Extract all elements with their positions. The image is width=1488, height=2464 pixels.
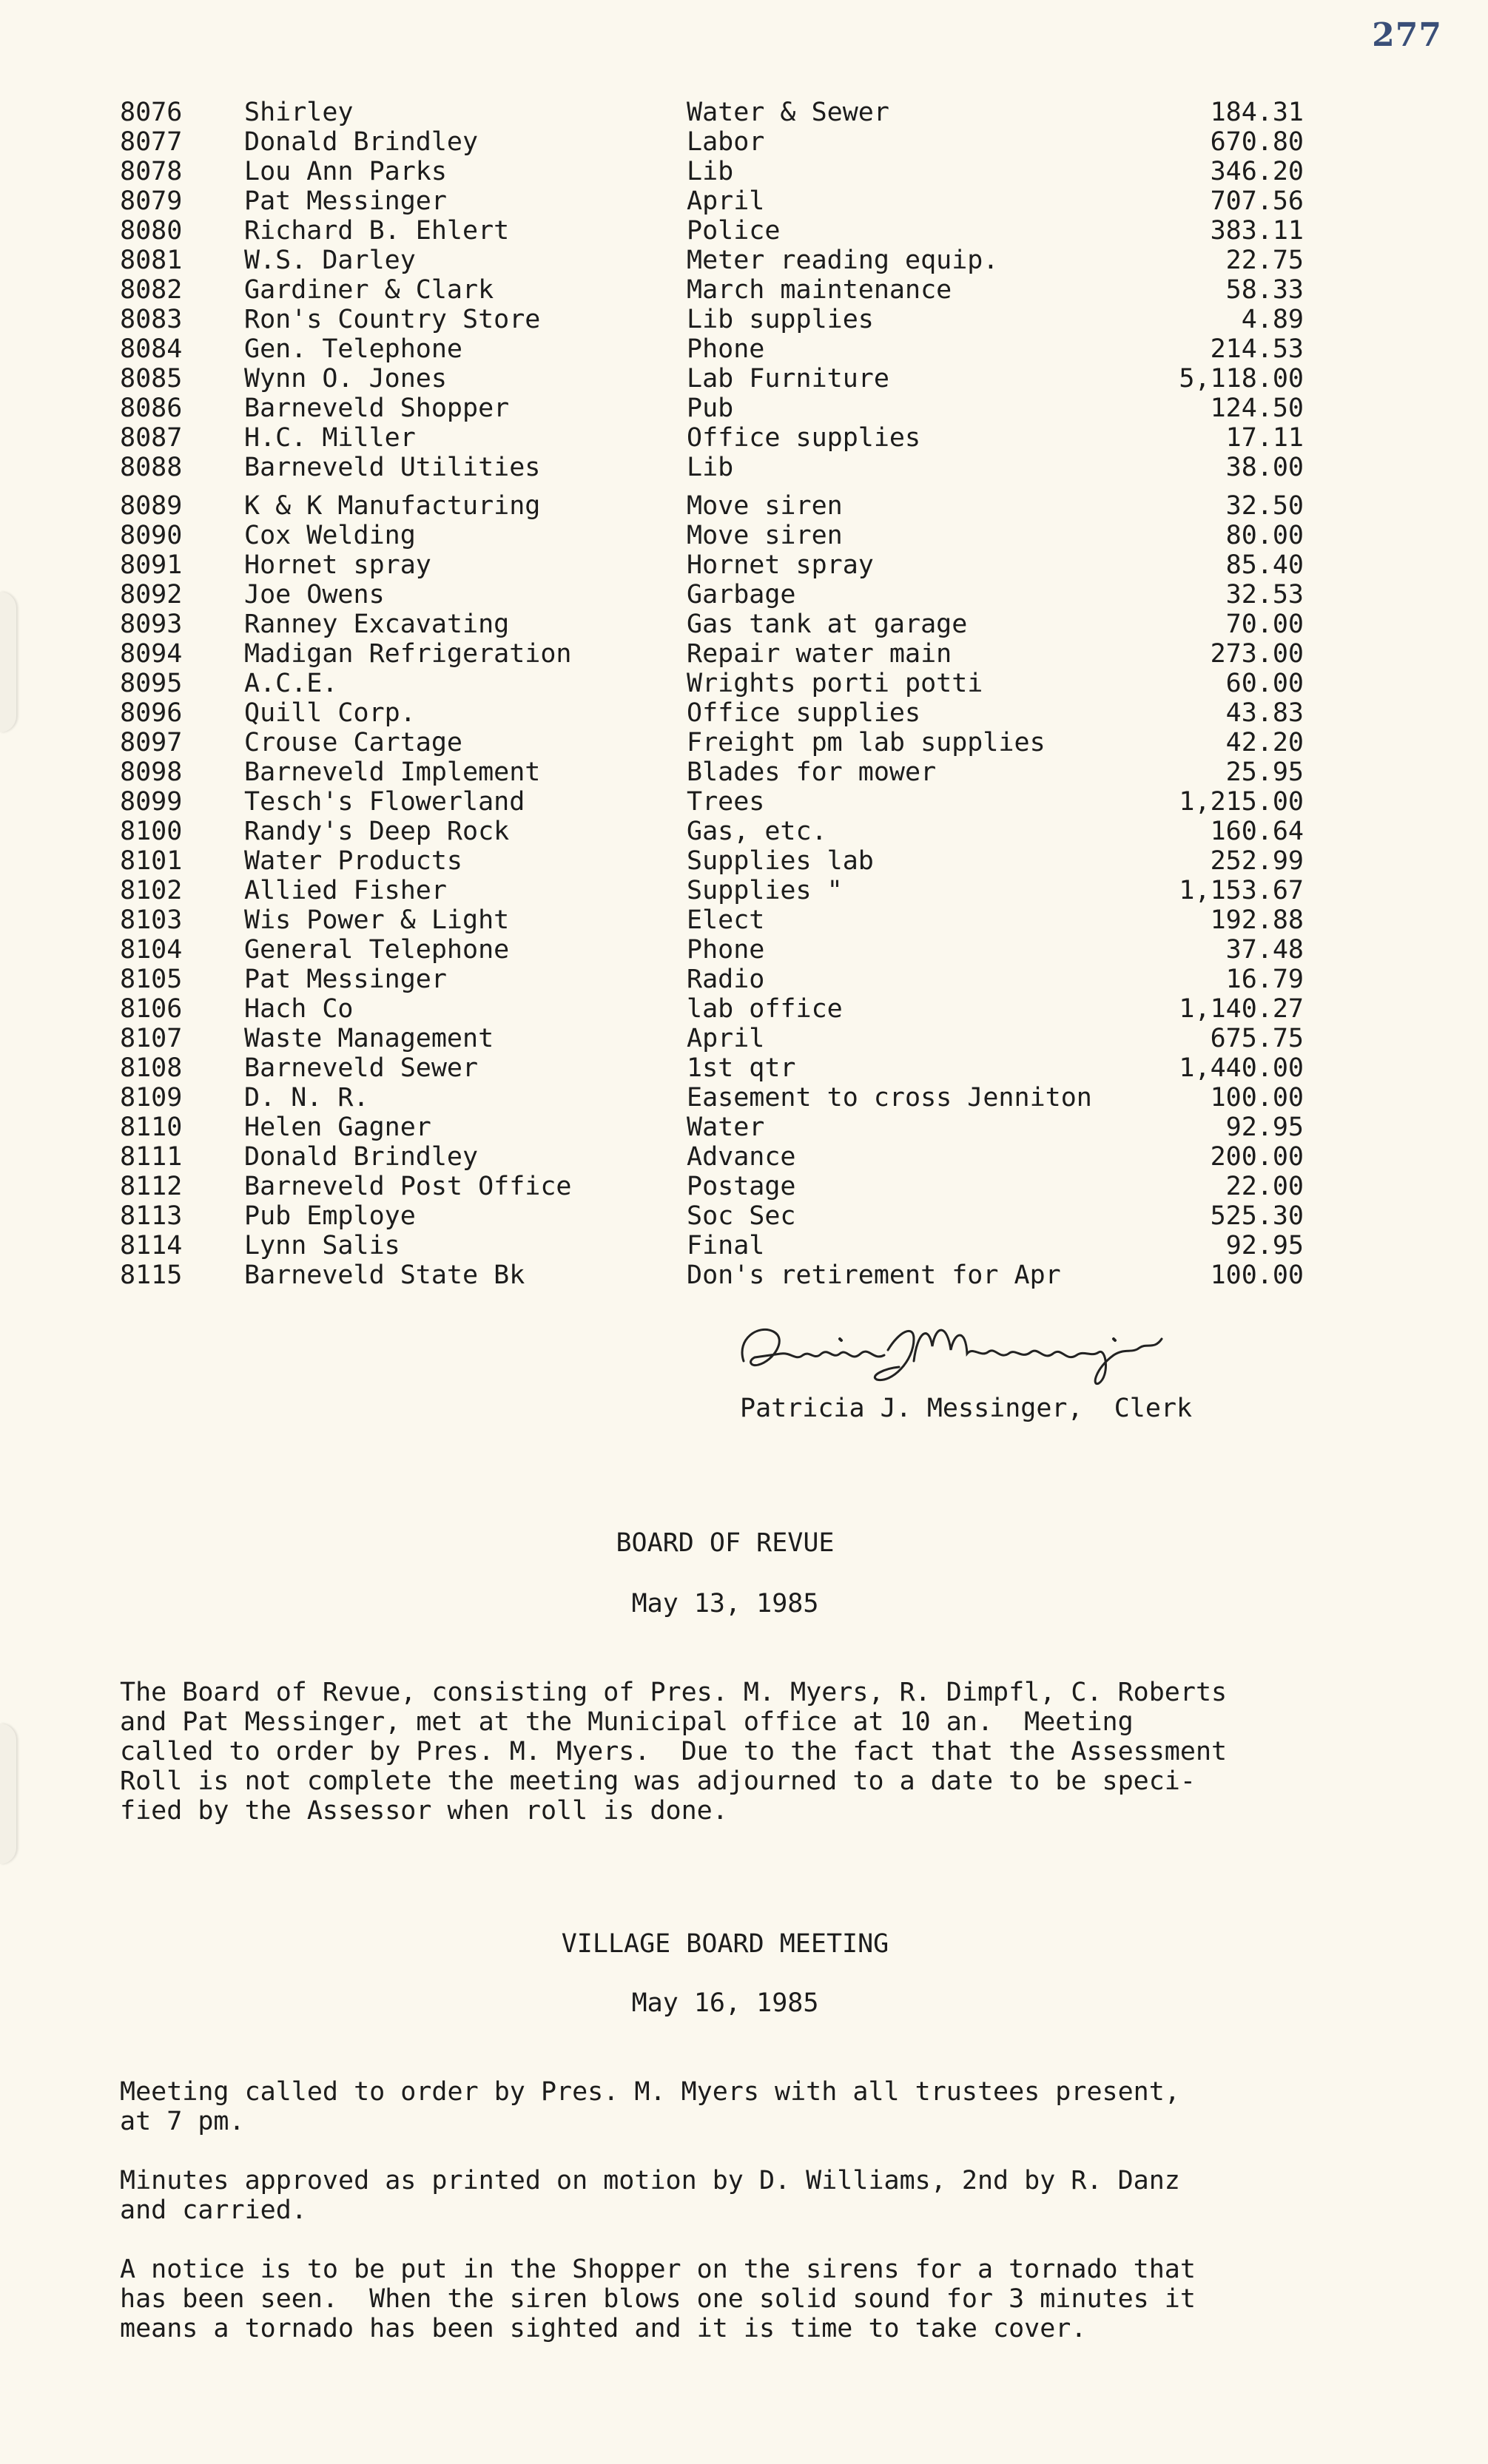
board-of-revue-body: The Board of Revue, consisting of Pres. M. Myers, R. Dimpfl, C. Roberts and Pat Messinger, met at the Municipal office at 10 an. Meeting called to order by Pres. M. Myers. Due to the fact that the Assessment Roll is not complete the meeting was adjourned to a date to be speci- fied by the Assessor when roll is done. bbox=[120, 1678, 1228, 1826]
ledger-amount: 214.53 bbox=[1210, 334, 1304, 364]
ledger-num: 8096 bbox=[120, 698, 183, 728]
ledger-amount: 192.88 bbox=[1210, 905, 1304, 935]
ledger-row bbox=[120, 423, 1304, 453]
ledger-num: 8112 bbox=[120, 1172, 183, 1201]
ledger-row bbox=[120, 453, 1304, 482]
ledger-amount: 1,215.00 bbox=[1179, 787, 1304, 817]
ledger-payee: Pat Messinger bbox=[244, 186, 447, 216]
ledger-row bbox=[120, 1024, 1304, 1053]
ledger-row bbox=[120, 876, 1304, 905]
ledger-amount: 100.00 bbox=[1210, 1083, 1304, 1113]
ledger-num: 8086 bbox=[120, 394, 183, 423]
ledger-payee: H.C. Miller bbox=[244, 423, 416, 453]
ledger-purpose: Move siren bbox=[687, 491, 843, 521]
ledger-payee: Crouse Cartage bbox=[244, 728, 463, 757]
ledger-amount: 383.11 bbox=[1210, 216, 1304, 246]
ledger-payee: Madigan Refrigeration bbox=[244, 639, 572, 669]
ledger-row bbox=[120, 98, 1304, 127]
ledger-row bbox=[120, 1172, 1304, 1201]
ledger-payee: Ron's Country Store bbox=[244, 305, 541, 334]
ledger-amount: 525.30 bbox=[1210, 1201, 1304, 1231]
ledger-purpose: Phone bbox=[687, 334, 765, 364]
ledger-row bbox=[120, 1083, 1304, 1113]
ledger-num: 8109 bbox=[120, 1083, 183, 1113]
ledger-payee: Cox Welding bbox=[244, 521, 416, 550]
ledger-row bbox=[120, 905, 1304, 935]
village-board-paragraph-1: Meeting called to order by Pres. M. Myers with all trustees present, at 7 pm. bbox=[120, 2077, 1180, 2136]
ledger-payee: Donald Brindley bbox=[244, 1142, 479, 1172]
ledger-row bbox=[120, 965, 1304, 994]
ledger-payee: Joe Owens bbox=[244, 580, 385, 610]
ledger-payee: Helen Gagner bbox=[244, 1113, 431, 1142]
ledger-purpose: Advance bbox=[687, 1142, 796, 1172]
ledger-row bbox=[120, 846, 1304, 876]
ledger-payee: Lou Ann Parks bbox=[244, 157, 447, 186]
ledger-amount: 184.31 bbox=[1210, 98, 1304, 127]
ledger-payee: Water Products bbox=[244, 846, 463, 876]
ledger-purpose: Radio bbox=[687, 965, 765, 994]
ledger-amount: 17.11 bbox=[1225, 423, 1304, 453]
ledger-amount: 43.83 bbox=[1225, 698, 1304, 728]
ledger-purpose: Soc Sec bbox=[687, 1201, 796, 1231]
ledger-purpose: March maintenance bbox=[687, 275, 952, 305]
ledger-amount: 100.00 bbox=[1210, 1260, 1304, 1290]
ledger-amount: 16.79 bbox=[1225, 965, 1304, 994]
ledger-payee: Richard B. Ehlert bbox=[244, 216, 510, 246]
ledger-purpose: Don's retirement for Apr bbox=[687, 1260, 1061, 1290]
ledger-amount: 1,440.00 bbox=[1179, 1053, 1304, 1083]
ledger-payee: D. N. R. bbox=[244, 1083, 369, 1113]
ledger-purpose: Office supplies bbox=[687, 698, 921, 728]
ledger-purpose: Blades for mower bbox=[687, 757, 937, 787]
ledger-row bbox=[120, 610, 1304, 639]
ledger-num: 8076 bbox=[120, 98, 183, 127]
ledger-row bbox=[120, 1053, 1304, 1083]
ledger-purpose: Water & Sewer bbox=[687, 98, 889, 127]
ledger-amount: 60.00 bbox=[1225, 669, 1304, 698]
village-board-paragraph-3: A notice is to be put in the Shopper on the sirens for a tornado that has been seen. When the siren blows one solid sound for 3 minutes it means a tornado has been sighted and it is time to take cover. bbox=[120, 2255, 1196, 2343]
ledger-payee: Hach Co bbox=[244, 994, 354, 1024]
ledger-row bbox=[120, 246, 1304, 275]
ledger-purpose: Gas, etc. bbox=[687, 817, 827, 846]
ledger-purpose: Pub bbox=[687, 394, 734, 423]
ledger-num: 8103 bbox=[120, 905, 183, 935]
ledger-purpose: Repair water main bbox=[687, 639, 952, 669]
ledger-amount: 124.50 bbox=[1210, 394, 1304, 423]
ledger-payee: Randy's Deep Rock bbox=[244, 817, 510, 846]
ledger-row bbox=[120, 1201, 1304, 1231]
ledger-purpose: Office supplies bbox=[687, 423, 921, 453]
ledger-num: 8079 bbox=[120, 186, 183, 216]
ledger-payee: Pat Messinger bbox=[244, 965, 447, 994]
ledger-purpose: Lib supplies bbox=[687, 305, 874, 334]
ledger-amount: 1,140.27 bbox=[1179, 994, 1304, 1024]
ledger-purpose: Water bbox=[687, 1113, 765, 1142]
disbursement-ledger bbox=[120, 98, 1304, 1290]
ledger-row bbox=[120, 1113, 1304, 1142]
board-of-revue-date: May 13, 1985 bbox=[631, 1589, 819, 1619]
clerk-signature bbox=[729, 1309, 1232, 1391]
ledger-purpose: Elect bbox=[687, 905, 765, 935]
ledger-num: 8090 bbox=[120, 521, 183, 550]
ledger-row bbox=[120, 698, 1304, 728]
binder-clip-top bbox=[0, 592, 16, 732]
ledger-purpose: Labor bbox=[687, 127, 765, 157]
ledger-amount: 92.95 bbox=[1225, 1113, 1304, 1142]
ledger-payee: A.C.E. bbox=[244, 669, 338, 698]
ledger-num: 8100 bbox=[120, 817, 183, 846]
ledger-num: 8082 bbox=[120, 275, 183, 305]
ledger-row bbox=[120, 364, 1304, 394]
ledger-purpose: Final bbox=[687, 1231, 765, 1260]
ledger-payee: Barneveld Implement bbox=[244, 757, 541, 787]
ledger-amount: 675.75 bbox=[1210, 1024, 1304, 1053]
ledger-purpose: Wrights porti potti bbox=[687, 669, 983, 698]
ledger-payee: Tesch's Flowerland bbox=[244, 787, 525, 817]
ledger-purpose: lab office bbox=[687, 994, 843, 1024]
ledger-num: 8107 bbox=[120, 1024, 183, 1053]
ledger-payee: Allied Fisher bbox=[244, 876, 447, 905]
ledger-num: 8097 bbox=[120, 728, 183, 757]
ledger-row bbox=[120, 757, 1304, 787]
ledger-num: 8081 bbox=[120, 246, 183, 275]
ledger-num: 8110 bbox=[120, 1113, 183, 1142]
village-board-title: VILLAGE BOARD MEETING bbox=[561, 1929, 889, 1959]
ledger-num: 8102 bbox=[120, 876, 183, 905]
ledger-payee: Ranney Excavating bbox=[244, 610, 510, 639]
ledger-num: 8115 bbox=[120, 1260, 183, 1290]
ledger-row bbox=[120, 275, 1304, 305]
ledger-purpose: Lab Furniture bbox=[687, 364, 889, 394]
ledger-amount: 85.40 bbox=[1225, 550, 1304, 580]
ledger-amount: 58.33 bbox=[1225, 275, 1304, 305]
ledger-payee: W.S. Darley bbox=[244, 246, 416, 275]
ledger-row bbox=[120, 994, 1304, 1024]
ledger-payee: Hornet spray bbox=[244, 550, 431, 580]
ledger-row bbox=[120, 1231, 1304, 1260]
ledger-amount: 22.75 bbox=[1225, 246, 1304, 275]
ledger-row bbox=[120, 1142, 1304, 1172]
ledger-row bbox=[120, 669, 1304, 698]
ledger-num: 8105 bbox=[120, 965, 183, 994]
ledger-payee: General Telephone bbox=[244, 935, 510, 965]
ledger-amount: 42.20 bbox=[1225, 728, 1304, 757]
ledger-payee: Shirley bbox=[244, 98, 354, 127]
ledger-payee: K & K Manufacturing bbox=[244, 491, 541, 521]
ledger-num: 8088 bbox=[120, 453, 183, 482]
ledger-payee: Barneveld Sewer bbox=[244, 1053, 479, 1083]
ledger-amount: 1,153.67 bbox=[1179, 876, 1304, 905]
ledger-purpose: Meter reading equip. bbox=[687, 246, 999, 275]
ledger-amount: 37.48 bbox=[1225, 935, 1304, 965]
ledger-purpose: Supplies " bbox=[687, 876, 843, 905]
ledger-row bbox=[120, 216, 1304, 246]
ledger-payee: Quill Corp. bbox=[244, 698, 416, 728]
ledger-purpose: Lib bbox=[687, 157, 734, 186]
ledger-amount: 160.64 bbox=[1210, 817, 1304, 846]
ledger-row bbox=[120, 157, 1304, 186]
ledger-num: 8099 bbox=[120, 787, 183, 817]
ledger-purpose: Hornet spray bbox=[687, 550, 874, 580]
ledger-num: 8077 bbox=[120, 127, 183, 157]
ledger-num: 8084 bbox=[120, 334, 183, 364]
ledger-row bbox=[120, 334, 1304, 364]
ledger-num: 8113 bbox=[120, 1201, 183, 1231]
ledger-amount: 670.80 bbox=[1210, 127, 1304, 157]
binder-clip-bottom bbox=[0, 1724, 16, 1864]
ledger-amount: 5,118.00 bbox=[1179, 364, 1304, 394]
ledger-num: 8078 bbox=[120, 157, 183, 186]
ledger-row bbox=[120, 728, 1304, 757]
ledger-amount: 252.99 bbox=[1210, 846, 1304, 876]
village-board-date: May 16, 1985 bbox=[631, 1988, 819, 2018]
page-number: 277 bbox=[1372, 16, 1442, 54]
ledger-purpose: Easement to cross Jenniton bbox=[687, 1083, 1092, 1113]
ledger-num: 8094 bbox=[120, 639, 183, 669]
ledger-amount: 273.00 bbox=[1210, 639, 1304, 669]
ledger-num: 8114 bbox=[120, 1231, 183, 1260]
ledger-num: 8083 bbox=[120, 305, 183, 334]
ledger-row bbox=[120, 491, 1304, 521]
ledger-purpose: Move siren bbox=[687, 521, 843, 550]
ledger-purpose: April bbox=[687, 1024, 765, 1053]
ledger-amount: 80.00 bbox=[1225, 521, 1304, 550]
ledger-amount: 92.95 bbox=[1225, 1231, 1304, 1260]
ledger-payee: Barneveld State Bk bbox=[244, 1260, 525, 1290]
ledger-row bbox=[120, 639, 1304, 669]
ledger-purpose: Supplies lab bbox=[687, 846, 874, 876]
ledger-num: 8085 bbox=[120, 364, 183, 394]
ledger-payee: Barneveld Utilities bbox=[244, 453, 541, 482]
ledger-payee: Pub Employe bbox=[244, 1201, 416, 1231]
clerk-name: Patricia J. Messinger, Clerk bbox=[740, 1394, 1193, 1423]
board-of-revue-title: BOARD OF REVUE bbox=[616, 1528, 835, 1558]
ledger-row bbox=[120, 580, 1304, 610]
ledger-num: 8095 bbox=[120, 669, 183, 698]
ledger-payee: Barneveld Post Office bbox=[244, 1172, 572, 1201]
ledger-purpose: April bbox=[687, 186, 765, 216]
ledger-amount: 25.95 bbox=[1225, 757, 1304, 787]
ledger-purpose: 1st qtr bbox=[687, 1053, 796, 1083]
ledger-num: 8093 bbox=[120, 610, 183, 639]
ledger-payee: Gardiner & Clark bbox=[244, 275, 494, 305]
ledger-row bbox=[120, 521, 1304, 550]
ledger-row bbox=[120, 1260, 1304, 1290]
ledger-amount: 70.00 bbox=[1225, 610, 1304, 639]
ledger-purpose: Freight pm lab supplies bbox=[687, 728, 1046, 757]
ledger-amount: 346.20 bbox=[1210, 157, 1304, 186]
ledger-amount: 4.89 bbox=[1241, 305, 1304, 334]
ledger-purpose: Lib bbox=[687, 453, 734, 482]
ledger-row bbox=[120, 550, 1304, 580]
ledger-amount: 200.00 bbox=[1210, 1142, 1304, 1172]
ledger-num: 8101 bbox=[120, 846, 183, 876]
ledger-num: 8104 bbox=[120, 935, 183, 965]
ledger-purpose: Garbage bbox=[687, 580, 796, 610]
ledger-num: 8098 bbox=[120, 757, 183, 787]
ledger-row bbox=[120, 935, 1304, 965]
ledger-purpose: Police bbox=[687, 216, 781, 246]
ledger-payee: Lynn Salis bbox=[244, 1231, 400, 1260]
ledger-amount: 707.56 bbox=[1210, 186, 1304, 216]
ledger-amount: 22.00 bbox=[1225, 1172, 1304, 1201]
ledger-num: 8087 bbox=[120, 423, 183, 453]
ledger-purpose: Gas tank at garage bbox=[687, 610, 968, 639]
ledger-purpose: Phone bbox=[687, 935, 765, 965]
ledger-row bbox=[120, 186, 1304, 216]
ledger-payee: Wis Power & Light bbox=[244, 905, 510, 935]
ledger-purpose: Postage bbox=[687, 1172, 796, 1201]
ledger-num: 8106 bbox=[120, 994, 183, 1024]
ledger-row bbox=[120, 394, 1304, 423]
ledger-payee: Barneveld Shopper bbox=[244, 394, 510, 423]
ledger-row bbox=[120, 817, 1304, 846]
ledger-payee: Waste Management bbox=[244, 1024, 494, 1053]
village-board-paragraph-2: Minutes approved as printed on motion by D. Williams, 2nd by R. Danz and carried. bbox=[120, 2166, 1180, 2225]
ledger-num: 8089 bbox=[120, 491, 183, 521]
ledger-num: 8092 bbox=[120, 580, 183, 610]
ledger-amount: 32.50 bbox=[1225, 491, 1304, 521]
ledger-amount: 38.00 bbox=[1225, 453, 1304, 482]
ledger-num: 8080 bbox=[120, 216, 183, 246]
ledger-num: 8111 bbox=[120, 1142, 183, 1172]
ledger-payee: Gen. Telephone bbox=[244, 334, 463, 364]
ledger-payee: Wynn O. Jones bbox=[244, 364, 447, 394]
ledger-row bbox=[120, 305, 1304, 334]
ledger-num: 8108 bbox=[120, 1053, 183, 1083]
ledger-num: 8091 bbox=[120, 550, 183, 580]
ledger-amount: 32.53 bbox=[1225, 580, 1304, 610]
ledger-purpose: Trees bbox=[687, 787, 765, 817]
ledger-payee: Donald Brindley bbox=[244, 127, 479, 157]
ledger-row bbox=[120, 127, 1304, 157]
ledger-row bbox=[120, 787, 1304, 817]
